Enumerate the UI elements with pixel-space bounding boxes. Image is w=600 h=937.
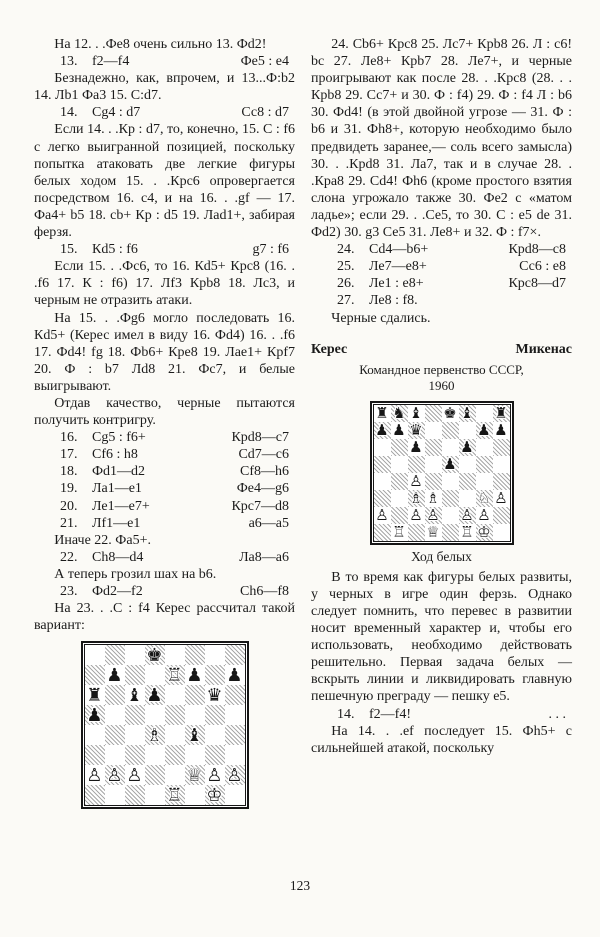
white-pawn-piece: ♙	[106, 764, 123, 786]
move-row	[311, 241, 572, 258]
paragraph: На 12. . .Фе8 очень сильно 13. Фd2!	[54, 37, 267, 52]
board-square	[85, 645, 105, 665]
white-pawn-piece: ♙	[126, 764, 143, 786]
black-move: Ла8—а6	[239, 549, 289, 565]
black-king-piece: ♚	[443, 403, 457, 422]
board-square	[374, 456, 391, 473]
board-square	[408, 439, 425, 456]
black-rook-piece: ♜	[494, 403, 508, 422]
board-square	[185, 725, 205, 745]
board-square	[459, 524, 476, 541]
white-move: Cg5 : f6+	[92, 430, 146, 446]
board-square	[185, 665, 205, 685]
move-number: 21.	[60, 515, 78, 531]
board-square	[165, 745, 185, 765]
black-move: . . .	[548, 706, 566, 722]
white-pawn-piece: ♙	[206, 764, 223, 786]
paragraph: Отдав качество, черные пытаются получить контригру.	[34, 395, 295, 429]
board-square	[85, 745, 105, 765]
white-move: f2—f4!	[369, 706, 411, 722]
move-number: 14.	[337, 706, 355, 722]
paragraph: Безнадежно, как, впрочем, и 13...Ф:b2 14. Лb1 Фа3 15. С:d7.	[34, 71, 295, 104]
board-square	[185, 645, 205, 665]
board-square	[425, 490, 442, 507]
board-frame	[370, 401, 514, 545]
black-queen-piece: ♛	[409, 420, 423, 439]
white-queen-piece: ♕	[426, 522, 440, 541]
board-square	[105, 645, 125, 665]
white-move: Ле8 : f8.	[369, 293, 418, 309]
black-pawn-piece: ♟	[106, 664, 123, 686]
board-square	[476, 473, 493, 490]
event-title-line: Командное первенство СССР,	[359, 361, 524, 377]
board-square	[125, 645, 145, 665]
board-square	[125, 665, 145, 685]
white-pawn-piece: ♙	[477, 505, 491, 524]
black-bishop-piece: ♝	[186, 724, 203, 746]
chess-diagram	[34, 641, 295, 809]
board-square	[391, 422, 408, 439]
board-square	[408, 507, 425, 524]
board-square	[205, 745, 225, 765]
board-square	[374, 490, 391, 507]
move-row	[311, 706, 572, 723]
board-square	[145, 665, 165, 685]
board-square	[459, 422, 476, 439]
two-column-layout	[34, 36, 572, 813]
paragraph: Черные сдались.	[331, 310, 431, 326]
paragraph: Если 15. . .Фс6, то 16. Кd5+ Крс8 (16. . .f6 17. К : f6) 17. Лf3 Крb8 18. Лс3, и черным не отразить атаки.	[34, 259, 295, 309]
board-square	[408, 405, 425, 422]
move-row	[311, 258, 572, 275]
board-square	[442, 456, 459, 473]
black-pawn-piece: ♟	[494, 420, 508, 439]
board-square	[225, 645, 245, 665]
white-move: Cd4—b6+	[369, 242, 429, 258]
white-pawn-piece: ♙	[409, 471, 423, 490]
black-move: Сс6 : е8	[519, 259, 566, 275]
board-square	[493, 405, 510, 422]
board-square	[391, 490, 408, 507]
black-pawn-piece: ♟	[392, 420, 406, 439]
white-pawn-piece: ♙	[409, 505, 423, 524]
board-square	[476, 490, 493, 507]
black-move: g7 : f6	[252, 242, 289, 258]
board-square	[165, 765, 185, 785]
board-square	[125, 705, 145, 725]
black-pawn-piece: ♟	[146, 684, 163, 706]
black-pawn-piece: ♟	[186, 664, 203, 686]
move-number: 18.	[60, 464, 78, 480]
move-number: 22.	[60, 549, 78, 565]
board-square	[391, 473, 408, 490]
board-square	[185, 745, 205, 765]
board-square	[145, 745, 165, 765]
board-square	[185, 685, 205, 705]
board-square	[165, 785, 185, 805]
board-square	[165, 645, 185, 665]
page-number: 123	[289, 878, 311, 893]
move-row	[34, 480, 295, 497]
board-square	[105, 665, 125, 685]
board-square	[493, 473, 510, 490]
move-number: 27.	[337, 293, 355, 309]
move-row	[311, 275, 572, 292]
board-square	[145, 645, 165, 665]
white-move: Лf1—е1	[92, 515, 141, 531]
white-rook-piece: ♖	[166, 784, 183, 806]
board-square	[493, 422, 510, 439]
board-square	[225, 665, 245, 685]
board-square	[165, 665, 185, 685]
board-square	[425, 405, 442, 422]
board-square	[145, 765, 165, 785]
black-pawn-piece: ♟	[375, 420, 389, 439]
board-square	[493, 524, 510, 541]
board-square	[125, 725, 145, 745]
board-square	[374, 405, 391, 422]
black-move: Сс8 : d7	[241, 105, 289, 121]
white-rook-piece: ♖	[392, 522, 406, 541]
paragraph: Иначе 22. Фа5+.	[54, 532, 151, 548]
board-square	[374, 473, 391, 490]
black-player-name: Микенас	[515, 341, 572, 357]
white-move: Фd2—f2	[92, 584, 143, 599]
board-square	[125, 685, 145, 705]
black-move: Фе4—g6	[236, 481, 289, 497]
black-move: Крd8—с7	[231, 430, 289, 446]
board-square	[493, 456, 510, 473]
board-square	[125, 765, 145, 785]
board-square	[85, 665, 105, 685]
board-square	[205, 705, 225, 725]
board-square	[442, 490, 459, 507]
black-rook-piece: ♜	[375, 403, 389, 422]
board-square	[205, 665, 225, 685]
board-square	[165, 685, 185, 705]
move-number: 13.	[60, 54, 78, 70]
board-square	[408, 456, 425, 473]
white-pawn-piece: ♙	[460, 505, 474, 524]
board-square	[476, 405, 493, 422]
board-square	[442, 405, 459, 422]
board-square	[476, 422, 493, 439]
black-move: Cd7—с6	[238, 447, 289, 463]
move-number: 16.	[60, 430, 78, 446]
white-queen-piece: ♕	[186, 764, 203, 786]
board-square	[442, 507, 459, 524]
white-move: Ле7—е8+	[369, 259, 427, 275]
white-bishop-piece: ♗	[426, 488, 440, 507]
board-square	[105, 745, 125, 765]
players-header	[311, 341, 572, 358]
board-square	[391, 524, 408, 541]
board-square	[476, 456, 493, 473]
move-number: 17.	[60, 447, 78, 463]
board-square	[459, 405, 476, 422]
board-square	[205, 645, 225, 665]
right-column	[311, 36, 572, 813]
board-square	[85, 765, 105, 785]
black-rook-piece: ♜	[86, 684, 103, 706]
board-square	[165, 705, 185, 725]
board-square	[476, 507, 493, 524]
paragraph: Если 14. . .Кр : d7, то, конечно, 15. С : f6 с легко выигранной позицией, поскольку попытка атаковать две легкие фигуры белых ходом 15. . .Крс6 опровергается посредством 16. с4, и на 16. . .gf — 17. Фа4+ b5 18. cb+ Кр : d5 19. Лаd1+, забирая ферзя.	[34, 122, 295, 241]
board-square	[408, 473, 425, 490]
board-square	[442, 422, 459, 439]
board-square	[105, 685, 125, 705]
white-pawn-piece: ♙	[86, 764, 103, 786]
board-square	[493, 507, 510, 524]
move-row	[34, 549, 295, 566]
white-pawn-piece: ♙	[226, 764, 243, 786]
white-pawn-piece: ♙	[426, 505, 440, 524]
paragraph: На 14. . .ef последует 15. Фh5+ с сильнейшей атакой, поскольку	[311, 723, 572, 756]
board-square	[374, 507, 391, 524]
move-row	[34, 446, 295, 463]
black-move: Крd8—с8	[508, 242, 566, 258]
paragraph: 24. Cb6+ Крс8 25. Лс7+ Крb8 26. Л : с6! bc 27. Ле8+ Крb7 28. Ле7+, и черные проигрывают как после 28. . .Крс8 (28. . . Крb8 29. Сс7+ и 30. Ф : f4) 29. Ф : f4 Л : b6 30. Фd4! (в этой двойной угрозе — 31. Ф : b6 и 31. Фh8+, которую необходимо было предвидеть заранее,— соль всего замысла) 30. . .Крd8 31. Ла7, так и в случае 28. . .Кра8 29. Cd4! Фh6 (кроме простого взятия слона угрожало также 30. Фе2 с «матом ладье»; если 29. . .Се5, то 30. С : е5 de 31. Фd2) 30. g3 Се5 31. Ле8+ и 32. Ф : f7×.	[311, 37, 572, 241]
move-number: 25.	[337, 259, 355, 275]
black-move: Крс7—d8	[231, 498, 289, 514]
board-square	[145, 685, 165, 705]
white-rook-piece: ♖	[460, 522, 474, 541]
board-square	[391, 439, 408, 456]
black-pawn-piece: ♟	[460, 437, 474, 456]
black-knight-piece: ♞	[392, 403, 406, 422]
board-square	[205, 685, 225, 705]
board-square	[391, 507, 408, 524]
chess-diagram	[311, 401, 572, 565]
black-pawn-piece: ♟	[86, 704, 103, 726]
board-square	[425, 439, 442, 456]
black-king-piece: ♚	[146, 644, 163, 666]
board-square	[442, 524, 459, 541]
board-square	[425, 524, 442, 541]
black-bishop-piece: ♝	[409, 403, 423, 422]
black-queen-piece: ♛	[206, 684, 223, 706]
white-move: Фd1—d2	[92, 464, 146, 480]
move-number: 26.	[337, 276, 355, 292]
chess-board	[373, 404, 511, 542]
board-square	[493, 490, 510, 507]
board-square	[185, 705, 205, 725]
board-square	[425, 507, 442, 524]
board-square	[476, 524, 493, 541]
board-square	[408, 490, 425, 507]
chess-board	[84, 644, 246, 806]
move-number: 14.	[60, 105, 78, 121]
board-square	[459, 439, 476, 456]
board-square	[459, 507, 476, 524]
paragraph: В то время как фигуры белых развиты, у черных в игре один ферзь. Однако следует помнить, что перевес в развитии носит временный характер и, чтобы его использовать, необходимо действовать решительно. Первая задача белых — вскрыть линии и ликвидировать главную пешечную преграду — пешку е5.	[311, 569, 572, 705]
black-pawn-piece: ♟	[477, 420, 491, 439]
board-square	[225, 745, 245, 765]
white-player-name: Керес	[311, 341, 348, 357]
board-square	[105, 705, 125, 725]
board-square	[493, 439, 510, 456]
board-square	[442, 439, 459, 456]
board-square	[225, 785, 245, 805]
black-pawn-piece: ♟	[409, 437, 423, 456]
move-number: 23.	[60, 584, 78, 599]
board-square	[425, 422, 442, 439]
move-row	[34, 515, 295, 532]
diagram-caption: Ход белых	[411, 548, 472, 564]
black-move: Cf8—h6	[240, 464, 289, 480]
board-square	[105, 725, 125, 745]
move-row	[34, 498, 295, 515]
board-square	[225, 685, 245, 705]
board-square	[85, 785, 105, 805]
board-square	[145, 785, 165, 805]
board-square	[185, 785, 205, 805]
move-row	[311, 292, 572, 309]
white-move: Ла1—е1	[92, 481, 142, 497]
move-row	[34, 583, 295, 600]
board-square	[391, 456, 408, 473]
white-pawn-piece: ♙	[375, 505, 389, 524]
board-frame	[81, 641, 249, 809]
black-move: а6—а5	[248, 515, 289, 531]
move-row	[34, 463, 295, 480]
black-move: Ch6—f8	[240, 584, 289, 599]
move-row	[34, 104, 295, 121]
black-pawn-piece: ♟	[443, 454, 457, 473]
move-row	[34, 53, 295, 70]
event-title	[311, 362, 572, 394]
white-move: Ch8—d4	[92, 549, 144, 565]
white-king-piece: ♔	[477, 522, 491, 541]
board-square	[425, 456, 442, 473]
event-title-line: 1960	[428, 377, 455, 393]
white-bishop-piece: ♗	[146, 724, 163, 746]
white-move: Кd5 : f6	[92, 242, 138, 258]
white-move: Ле1 : е8+	[369, 276, 424, 292]
white-king-piece: ♔	[206, 784, 223, 806]
black-bishop-piece: ♝	[460, 403, 474, 422]
board-square	[374, 439, 391, 456]
board-square	[425, 473, 442, 490]
board-square	[408, 422, 425, 439]
move-number: 24.	[337, 242, 355, 258]
board-square	[85, 685, 105, 705]
black-bishop-piece: ♝	[126, 684, 143, 706]
board-square	[205, 765, 225, 785]
board-square	[85, 725, 105, 745]
board-square	[374, 422, 391, 439]
board-square	[125, 745, 145, 765]
paragraph: На 23. . .С : f4 Керес рассчитал такой вариант:	[34, 601, 295, 634]
white-knight-piece: ♘	[477, 488, 491, 507]
board-square	[185, 765, 205, 785]
board-square	[442, 473, 459, 490]
board-square	[145, 725, 165, 745]
black-move: Фе5 : е4	[240, 54, 289, 70]
board-square	[476, 439, 493, 456]
board-square	[105, 765, 125, 785]
move-row	[34, 429, 295, 446]
board-square	[391, 405, 408, 422]
white-pawn-piece: ♙	[494, 488, 508, 507]
board-square	[145, 705, 165, 725]
board-square	[408, 524, 425, 541]
move-row	[34, 241, 295, 258]
board-square	[374, 524, 391, 541]
board-square	[105, 785, 125, 805]
board-square	[205, 785, 225, 805]
board-square	[225, 725, 245, 745]
move-number: 20.	[60, 498, 78, 514]
white-move: Cf6 : h8	[92, 447, 138, 463]
board-square	[125, 785, 145, 805]
black-pawn-piece: ♟	[226, 664, 243, 686]
paragraph: На 15. . .Фg6 могло последовать 16. Кd5+ (Керес имел в виду 16. Фd4) 16. . .f6 17. Фd4! fg 18. Фb6+ Кре8 19. Лае1+ Крf7 20. Ф : b7 Лd8 21. Фс7, и белые выигрывают.	[34, 310, 295, 394]
board-square	[459, 490, 476, 507]
board-square	[205, 725, 225, 745]
white-move: Ле1—е7+	[92, 498, 150, 514]
left-column	[34, 36, 295, 813]
board-square	[225, 765, 245, 785]
board-square	[459, 456, 476, 473]
paragraph: А теперь грозил шах на b6.	[54, 566, 217, 582]
white-move: Cg4 : d7	[92, 105, 141, 121]
white-bishop-piece: ♗	[409, 488, 423, 507]
white-rook-piece: ♖	[166, 664, 183, 686]
board-square	[459, 473, 476, 490]
move-number: 19.	[60, 481, 78, 497]
board-square	[85, 705, 105, 725]
board-square	[165, 725, 185, 745]
black-move: Крс8—d7	[508, 276, 566, 292]
move-number: 15.	[60, 242, 78, 258]
board-square	[225, 705, 245, 725]
white-move: f2—f4	[92, 54, 130, 70]
